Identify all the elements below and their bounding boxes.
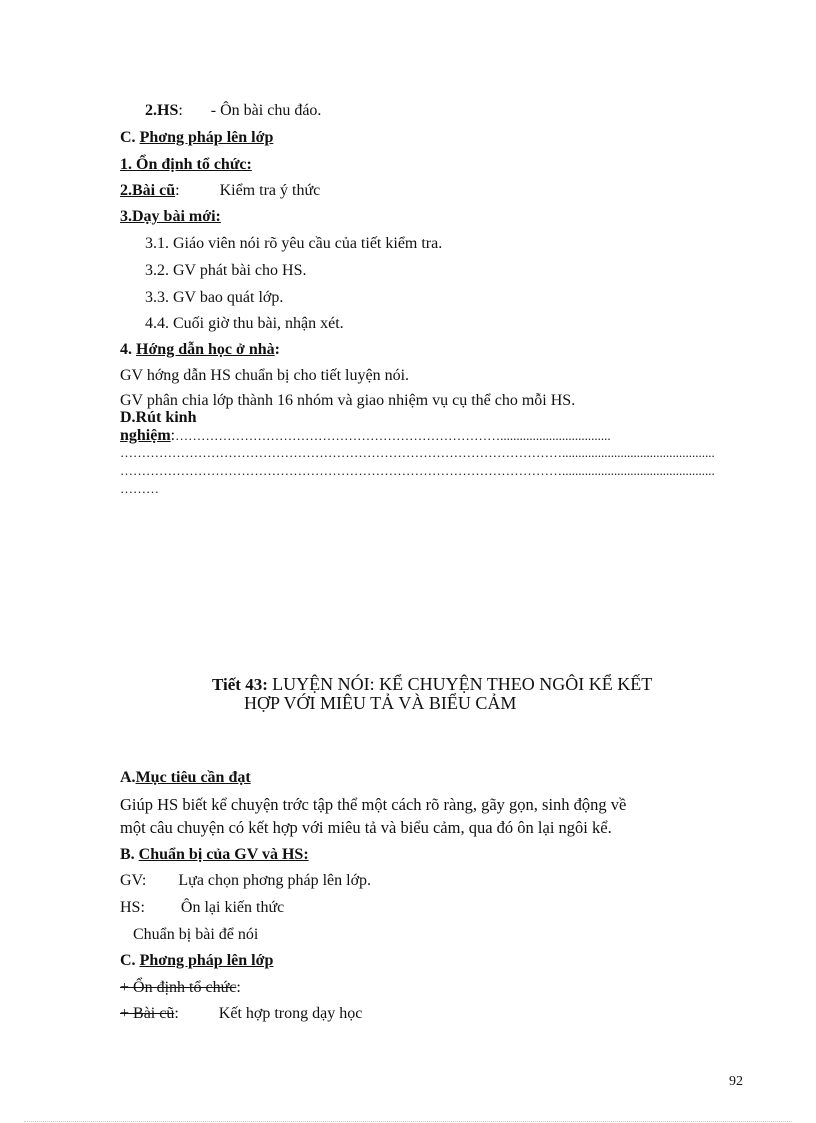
gv-instruction-2: GV phân chia lớp thành 16 nhóm và giao nhiệm vụ cụ thể cho mỗi HS. [120, 392, 576, 409]
rut-kinh-nghiem-word: nghiệm [120, 427, 171, 444]
lesson-number: Tiết 43: [212, 675, 268, 694]
bai-cu-label: 2.Bài cũ [120, 182, 176, 199]
huong-dan-title: Hớng dẫn học ở nhà [136, 341, 275, 358]
bai-cu-line-2 [120, 1004, 362, 1024]
gv-instruction-1: GV hớng dẫn HS chuẩn bị cho tiết luyện nói. [120, 367, 410, 384]
rut-kinh-nghiem-line2 [120, 427, 611, 445]
bai-cu-text: Kiểm tra ý thức [219, 182, 321, 199]
objective-text-1: Giúp HS biết kể chuyện trớc tập thể một cách rõ ràng, gãy gọn, sinh động về [120, 795, 627, 814]
on-dinh-text: + Ổn định tổ chức [120, 979, 237, 996]
hs-text-2: Ôn lại kiến thức [180, 899, 285, 916]
lesson-title: LUYỆN NÓI: KỂ CHUYỆN THEO NGÔI KỂ KẾT [272, 674, 653, 694]
dots-line: …………………………………………………………………………………………............................................... [120, 446, 715, 460]
bai-cu-label-2: + Bài cũ [120, 1005, 175, 1022]
bai-cu-text-2: Kết hợp trong dạy học [218, 1005, 363, 1022]
step-item: 4.4. Cuối giờ thu bài, nhận xét. [145, 315, 344, 332]
page-bottom-rule [24, 1121, 792, 1122]
bai-cu-line [120, 181, 320, 201]
step-item: 3.2. GV phát bài cho HS. [145, 262, 307, 279]
hs-label-2: HS: [120, 899, 145, 916]
huong-dan-heading [120, 340, 280, 360]
dots-line: ………………………………………………………………….................................. [175, 428, 611, 443]
huong-dan-num: 4. [120, 341, 132, 358]
gv-label: GV: [120, 872, 147, 889]
colon: : [174, 1005, 179, 1022]
section-b-title: Chuẩn bị của GV và HS: [138, 846, 309, 863]
section-c-letter: C. [120, 129, 136, 146]
dots-line: …………………………………………………………………………………………............................................... [120, 464, 715, 478]
day-bai-moi-heading: 3.Dạy bài mới: [120, 208, 221, 225]
lesson-title-line2: HỢP VỚI MIÊU TẢ VÀ BIỂU CẢM [244, 693, 517, 713]
section-a-letter: A. [120, 769, 136, 786]
colon: : [274, 341, 280, 358]
gv-prep-line [120, 871, 371, 891]
section-c-heading [120, 128, 273, 148]
section-c-title: Phơng pháp lên lớp [139, 129, 274, 146]
hs-text: - Ôn bài chu đáo. [210, 102, 322, 119]
hs-prep-line-3: Chuẩn bị bài để nói [133, 926, 259, 943]
page-number: 92 [729, 1074, 743, 1089]
gv-text: Lựa chọn phơng pháp lên lớp. [178, 872, 372, 889]
hs-prep-line [145, 101, 321, 121]
step-item: 3.1. Giáo viên nói rõ yêu cầu của tiết kiểm tra. [145, 235, 443, 252]
on-dinh-heading: 1. Ổn định tổ chức: [120, 156, 252, 173]
section-c2-title: Phơng pháp lên lớp [139, 952, 274, 969]
dots-line: ……… [120, 482, 159, 496]
step-item: 3.3. GV bao quát lớp. [145, 289, 284, 306]
on-dinh-line [120, 978, 241, 998]
rut-kinh-nghiem-line1: D.Rút kinh [120, 409, 197, 426]
section-a-title: Mục tiêu cần đạt [135, 769, 251, 786]
section-c2-letter: C. [120, 952, 136, 969]
hs-label: 2.HS [145, 102, 179, 119]
colon: : [178, 102, 183, 119]
section-b-heading [120, 845, 309, 865]
section-a-heading [120, 768, 251, 788]
colon: : [175, 182, 180, 199]
objective-text-2: một câu chuyện có kết hợp với miêu tả và biểu cảm, qua đó ôn lại ngôi kể. [120, 818, 612, 837]
hs-prep-line-2 [120, 898, 284, 918]
section-c2-heading [120, 951, 273, 971]
colon: : [236, 979, 241, 996]
section-b-letter: B. [120, 846, 135, 863]
colon: : [170, 427, 176, 444]
